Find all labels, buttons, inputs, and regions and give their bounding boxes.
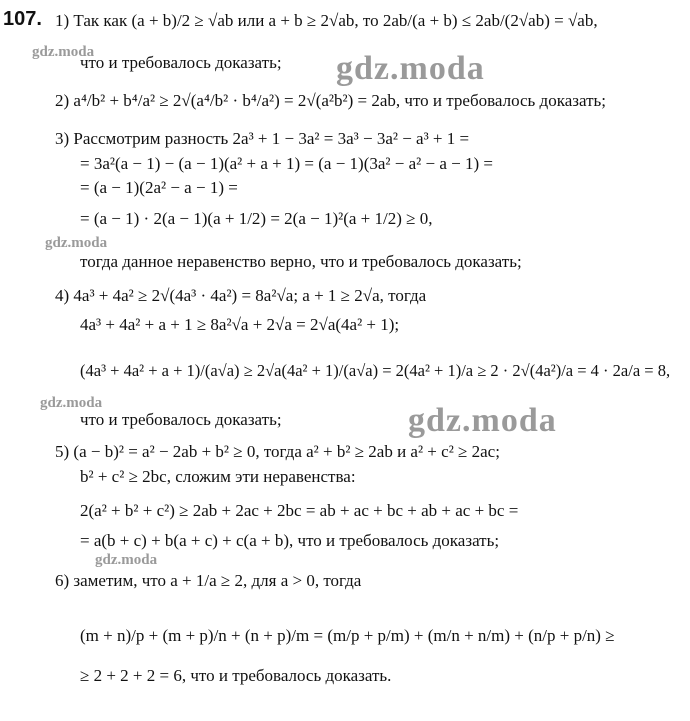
solution-line-3c: = (a − 1)(2a² − a − 1) = bbox=[80, 178, 238, 197]
solution-line-5c: 2(a² + b² + c²) ≥ 2ab + 2ac + 2bc = ab + ac + bc + ab + ac + bc = bbox=[80, 501, 519, 520]
solution-line-3e: тогда данное неравенство верно, что и требовалось доказать; bbox=[80, 252, 522, 271]
solution-line-4b: 4a³ + 4a² + a + 1 ≥ 8a²√a + 2√a = 2√a(4a² + 1); bbox=[80, 315, 400, 334]
solution-line-3b: = 3a²(a − 1) − (a − 1)(a² + a + 1) = (a − 1)(3a² − a² − a − 1) = bbox=[80, 154, 493, 173]
solution-line-1-cont: что и требовалось доказать; bbox=[80, 53, 282, 72]
solution-line-5d: = a(b + c) + b(a + c) + c(a + b), что и требовалось доказать; bbox=[80, 531, 500, 550]
solution-line-3: 3) Рассмотрим разность 2a³ + 1 − 3a² = 3a³ − 3a² − a³ + 1 = bbox=[55, 129, 470, 148]
solution-line-4d: что и требовалось доказать; bbox=[80, 410, 282, 429]
watermark: gdz.moda bbox=[32, 44, 95, 60]
watermark: gdz.moda bbox=[336, 50, 485, 87]
solution-line-6b: (m + n)/p + (m + p)/n + (n + p)/m = (m/p + p/m) + (m/n + n/m) + (n/p + p/n) ≥ bbox=[80, 626, 615, 645]
watermark: gdz.moda bbox=[95, 552, 158, 568]
solution-line-1: 1) Так как (a + b)/2 ≥ √ab или a + b ≥ 2√ab, то 2ab/(a + b) ≤ 2ab/(2√ab) = √ab, bbox=[55, 11, 598, 30]
solution-line-3d: = (a − 1) · 2(a − 1)(a + 1/2) = 2(a − 1)²(a + 1/2) ≥ 0, bbox=[80, 209, 433, 228]
solution-line-4c: (4a³ + 4a² + a + 1)/(a√a) ≥ 2√a(4a² + 1)/(a√a) = 2(4a² + 1)/a ≥ 2 · 2√(4a²)/a = 4 · 2a/a = 8, bbox=[80, 361, 671, 380]
solution-line-5b: b² + c² ≥ 2bc, сложим эти неравенства: bbox=[80, 467, 356, 486]
problem-number: 107. bbox=[3, 8, 42, 30]
watermark: gdz.moda bbox=[40, 395, 103, 411]
watermark: gdz.moda bbox=[45, 235, 108, 251]
solution-line-6: 6) заметим, что a + 1/a ≥ 2, для a > 0, тогда bbox=[55, 571, 362, 590]
watermark: gdz.moda bbox=[408, 402, 557, 439]
solution-line-6c: ≥ 2 + 2 + 2 = 6, что и требовалось доказать. bbox=[80, 666, 392, 685]
solution-line-5: 5) (a − b)² = a² − 2ab + b² ≥ 0, тогда a² + b² ≥ 2ab и a² + c² ≥ 2ac; bbox=[55, 442, 500, 461]
solution-line-2: 2) a⁴/b² + b⁴/a² ≥ 2√(a⁴/b² · b⁴/a²) = 2√(a²b²) = 2ab, что и требовалось доказать; bbox=[55, 91, 606, 110]
solution-line-4: 4) 4a³ + 4a² ≥ 2√(4a³ · 4a²) = 8a²√a; a + 1 ≥ 2√a, тогда bbox=[55, 286, 427, 305]
